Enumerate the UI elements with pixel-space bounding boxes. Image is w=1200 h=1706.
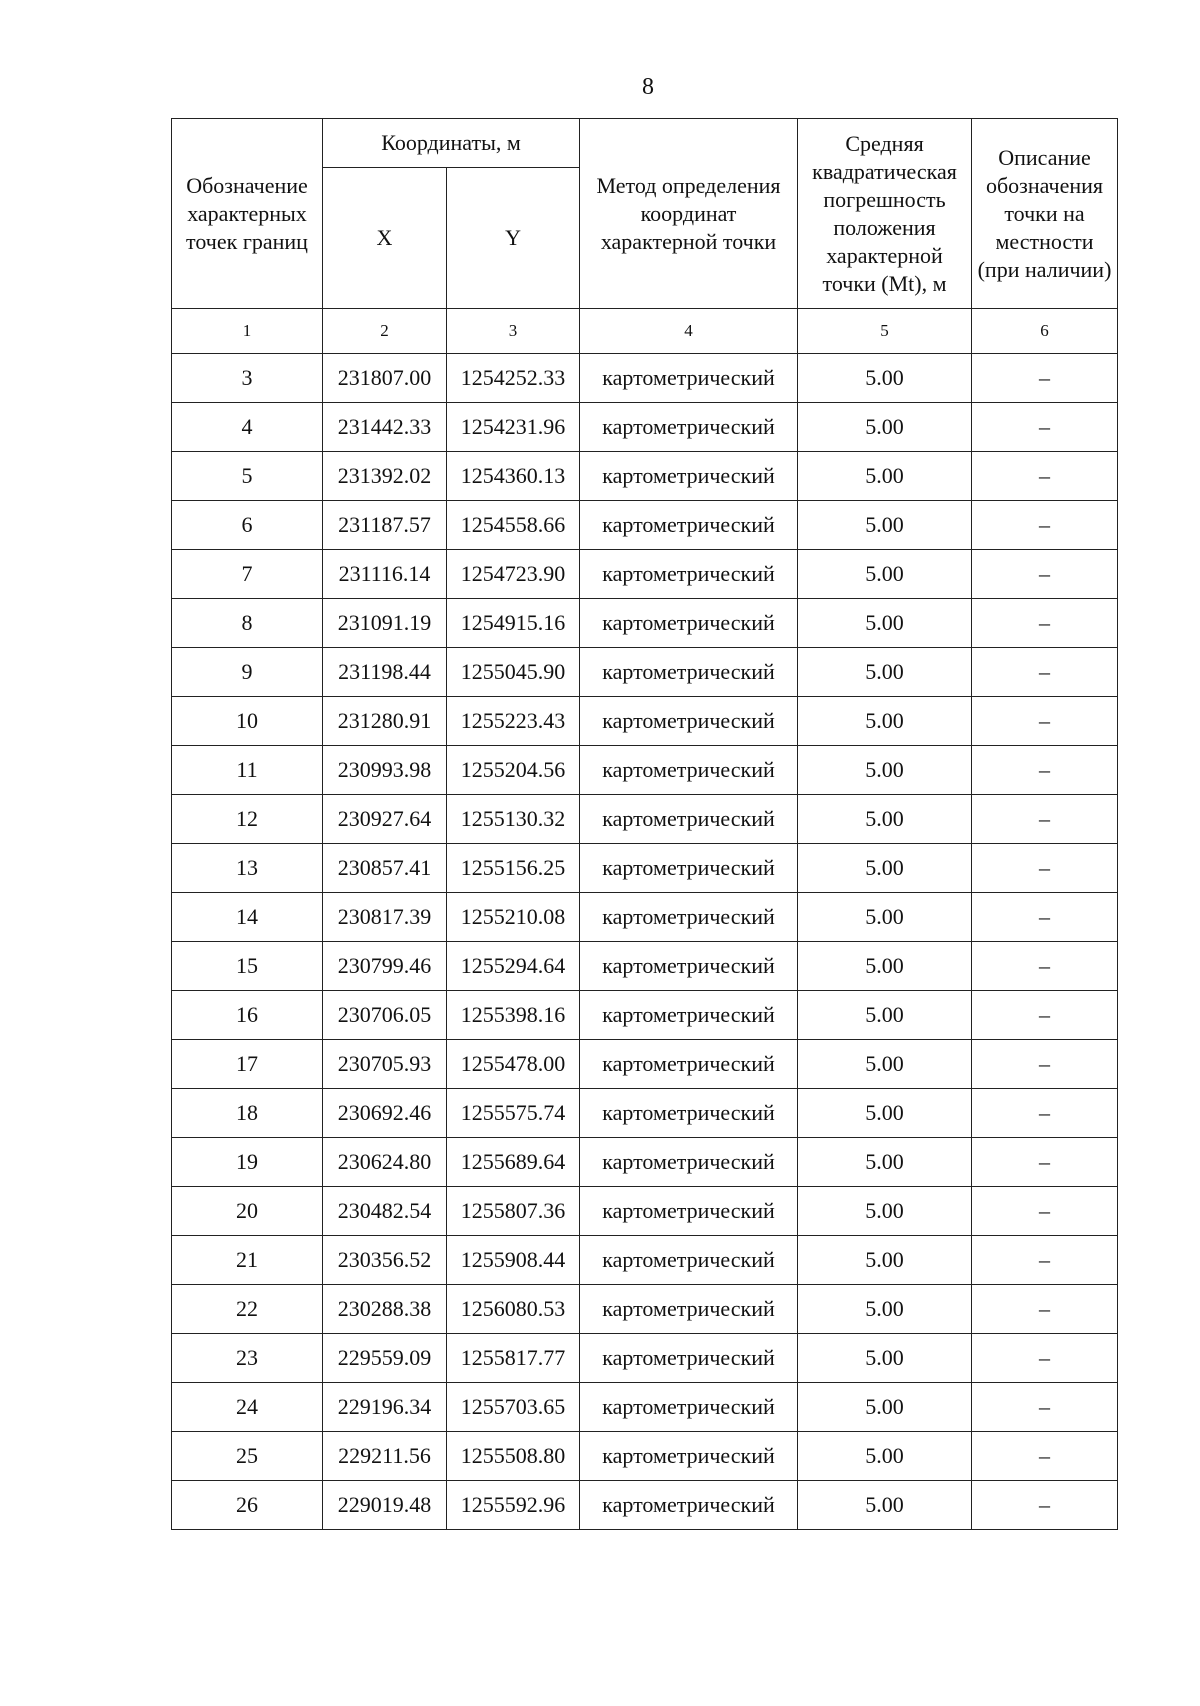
y-coordinate-cell: 1255508.80 <box>447 1432 580 1481</box>
point-number-cell: 3 <box>172 354 323 403</box>
point-number-cell: 25 <box>172 1432 323 1481</box>
description-cell: – <box>972 1481 1118 1530</box>
description-cell: – <box>972 1334 1118 1383</box>
mean-error-cell: 5.00 <box>798 550 972 599</box>
header-y: Y <box>447 168 580 309</box>
point-number-cell: 9 <box>172 648 323 697</box>
method-cell: картометрический <box>580 844 798 893</box>
x-coordinate-cell: 229559.09 <box>323 1334 447 1383</box>
table-row <box>172 1481 1118 1530</box>
point-number-cell: 22 <box>172 1285 323 1334</box>
point-number-cell: 15 <box>172 942 323 991</box>
method-cell: картометрический <box>580 893 798 942</box>
x-coordinate-cell: 230927.64 <box>323 795 447 844</box>
method-cell: картометрический <box>580 1040 798 1089</box>
x-coordinate-cell: 229211.56 <box>323 1432 447 1481</box>
point-number-cell: 8 <box>172 599 323 648</box>
method-cell: картометрический <box>580 1432 798 1481</box>
table-row <box>172 991 1118 1040</box>
x-coordinate-cell: 230356.52 <box>323 1236 447 1285</box>
y-coordinate-cell: 1254558.66 <box>447 501 580 550</box>
mean-error-cell: 5.00 <box>798 452 972 501</box>
y-coordinate-cell: 1255204.56 <box>447 746 580 795</box>
boundary-points-table <box>171 118 1118 1530</box>
x-coordinate-cell: 230817.39 <box>323 893 447 942</box>
mean-error-cell: 5.00 <box>798 795 972 844</box>
method-cell: картометрический <box>580 1089 798 1138</box>
y-coordinate-cell: 1254231.96 <box>447 403 580 452</box>
description-cell: – <box>972 746 1118 795</box>
page-number: 8 <box>642 74 654 100</box>
method-cell: картометрический <box>580 697 798 746</box>
point-number-cell: 4 <box>172 403 323 452</box>
table-row <box>172 1089 1118 1138</box>
method-cell: картометрический <box>580 452 798 501</box>
x-coordinate-cell: 231280.91 <box>323 697 447 746</box>
method-cell: картометрический <box>580 1187 798 1236</box>
column-number-row <box>172 309 1118 354</box>
point-number-cell: 5 <box>172 452 323 501</box>
point-number-cell: 20 <box>172 1187 323 1236</box>
table-row <box>172 648 1118 697</box>
method-cell: картометрический <box>580 354 798 403</box>
method-cell: картометрический <box>580 550 798 599</box>
table-row <box>172 1285 1118 1334</box>
point-number-cell: 14 <box>172 893 323 942</box>
method-cell: картометрический <box>580 599 798 648</box>
description-cell: – <box>972 599 1118 648</box>
point-number-cell: 17 <box>172 1040 323 1089</box>
point-number-cell: 26 <box>172 1481 323 1530</box>
mean-error-cell: 5.00 <box>798 991 972 1040</box>
description-cell: – <box>972 354 1118 403</box>
mean-error-cell: 5.00 <box>798 844 972 893</box>
method-cell: картометрический <box>580 501 798 550</box>
method-cell: картометрический <box>580 746 798 795</box>
y-coordinate-cell: 1254915.16 <box>447 599 580 648</box>
mean-error-cell: 5.00 <box>798 1187 972 1236</box>
x-coordinate-cell: 231198.44 <box>323 648 447 697</box>
table-row <box>172 1334 1118 1383</box>
mean-error-cell: 5.00 <box>798 1040 972 1089</box>
description-cell: – <box>972 1236 1118 1285</box>
y-coordinate-cell: 1255807.36 <box>447 1187 580 1236</box>
column-number: 4 <box>580 309 798 354</box>
description-cell: – <box>972 550 1118 599</box>
y-coordinate-cell: 1255817.77 <box>447 1334 580 1383</box>
y-coordinate-cell: 1255130.32 <box>447 795 580 844</box>
table-row <box>172 550 1118 599</box>
table-row <box>172 1383 1118 1432</box>
mean-error-cell: 5.00 <box>798 697 972 746</box>
point-number-cell: 13 <box>172 844 323 893</box>
method-cell: картометрический <box>580 1138 798 1187</box>
y-coordinate-cell: 1255703.65 <box>447 1383 580 1432</box>
description-cell: – <box>972 1187 1118 1236</box>
y-coordinate-cell: 1255908.44 <box>447 1236 580 1285</box>
table-row <box>172 1138 1118 1187</box>
header-method: Метод определения координат характерной точки <box>580 119 798 309</box>
method-cell: картометрический <box>580 1481 798 1530</box>
description-cell: – <box>972 844 1118 893</box>
x-coordinate-cell: 230857.41 <box>323 844 447 893</box>
method-cell: картометрический <box>580 795 798 844</box>
point-number-cell: 19 <box>172 1138 323 1187</box>
point-number-cell: 16 <box>172 991 323 1040</box>
method-cell: картометрический <box>580 991 798 1040</box>
y-coordinate-cell: 1255478.00 <box>447 1040 580 1089</box>
mean-error-cell: 5.00 <box>798 1432 972 1481</box>
y-coordinate-cell: 1255045.90 <box>447 648 580 697</box>
x-coordinate-cell: 231187.57 <box>323 501 447 550</box>
table-row <box>172 844 1118 893</box>
y-coordinate-cell: 1255294.64 <box>447 942 580 991</box>
x-coordinate-cell: 230799.46 <box>323 942 447 991</box>
mean-error-cell: 5.00 <box>798 1481 972 1530</box>
table-row <box>172 1236 1118 1285</box>
column-number: 2 <box>323 309 447 354</box>
x-coordinate-cell: 230624.80 <box>323 1138 447 1187</box>
table-row <box>172 795 1118 844</box>
x-coordinate-cell: 229019.48 <box>323 1481 447 1530</box>
y-coordinate-cell: 1256080.53 <box>447 1285 580 1334</box>
point-number-cell: 10 <box>172 697 323 746</box>
point-number-cell: 6 <box>172 501 323 550</box>
column-number: 6 <box>972 309 1118 354</box>
table-row <box>172 354 1118 403</box>
x-coordinate-cell: 229196.34 <box>323 1383 447 1432</box>
point-number-cell: 7 <box>172 550 323 599</box>
description-cell: – <box>972 452 1118 501</box>
column-number: 1 <box>172 309 323 354</box>
mean-error-cell: 5.00 <box>798 648 972 697</box>
column-number: 3 <box>447 309 580 354</box>
header-description: Описание обозначения точки на местности (при наличии) <box>972 119 1118 309</box>
method-cell: картометрический <box>580 648 798 697</box>
description-cell: – <box>972 991 1118 1040</box>
method-cell: картометрический <box>580 1285 798 1334</box>
description-cell: – <box>972 942 1118 991</box>
description-cell: – <box>972 403 1118 452</box>
y-coordinate-cell: 1254252.33 <box>447 354 580 403</box>
mean-error-cell: 5.00 <box>798 1383 972 1432</box>
table-row <box>172 746 1118 795</box>
y-coordinate-cell: 1255592.96 <box>447 1481 580 1530</box>
y-coordinate-cell: 1255689.64 <box>447 1138 580 1187</box>
table-body <box>172 354 1118 1530</box>
description-cell: – <box>972 1432 1118 1481</box>
description-cell: – <box>972 893 1118 942</box>
table-row <box>172 501 1118 550</box>
description-cell: – <box>972 1040 1118 1089</box>
x-coordinate-cell: 230706.05 <box>323 991 447 1040</box>
table-row <box>172 1432 1118 1481</box>
x-coordinate-cell: 230288.38 <box>323 1285 447 1334</box>
y-coordinate-cell: 1255398.16 <box>447 991 580 1040</box>
mean-error-cell: 5.00 <box>798 403 972 452</box>
description-cell: – <box>972 697 1118 746</box>
y-coordinate-cell: 1254723.90 <box>447 550 580 599</box>
description-cell: – <box>972 1089 1118 1138</box>
y-coordinate-cell: 1255575.74 <box>447 1089 580 1138</box>
description-cell: – <box>972 501 1118 550</box>
header-point-designation: Обозначение характерных точек границ <box>172 119 323 309</box>
y-coordinate-cell: 1255156.25 <box>447 844 580 893</box>
mean-error-cell: 5.00 <box>798 1285 972 1334</box>
description-cell: – <box>972 1383 1118 1432</box>
description-cell: – <box>972 1285 1118 1334</box>
description-cell: – <box>972 1138 1118 1187</box>
mean-error-cell: 5.00 <box>798 354 972 403</box>
x-coordinate-cell: 230993.98 <box>323 746 447 795</box>
point-number-cell: 18 <box>172 1089 323 1138</box>
table-row <box>172 403 1118 452</box>
x-coordinate-cell: 231392.02 <box>323 452 447 501</box>
x-coordinate-cell: 231091.19 <box>323 599 447 648</box>
point-number-cell: 23 <box>172 1334 323 1383</box>
mean-error-cell: 5.00 <box>798 501 972 550</box>
mean-error-cell: 5.00 <box>798 599 972 648</box>
mean-error-cell: 5.00 <box>798 1334 972 1383</box>
table-row <box>172 599 1118 648</box>
header-mean-error: Средняя квадратическая погрешность положения характерной точки (Mt), м <box>798 119 972 309</box>
table-row <box>172 452 1118 501</box>
point-number-cell: 21 <box>172 1236 323 1285</box>
x-coordinate-cell: 231807.00 <box>323 354 447 403</box>
column-number: 5 <box>798 309 972 354</box>
mean-error-cell: 5.00 <box>798 1236 972 1285</box>
mean-error-cell: 5.00 <box>798 746 972 795</box>
x-coordinate-cell: 230692.46 <box>323 1089 447 1138</box>
header-coordinates: Координаты, м <box>323 119 580 168</box>
x-coordinate-cell: 231442.33 <box>323 403 447 452</box>
x-coordinate-cell: 231116.14 <box>323 550 447 599</box>
table-header-row <box>172 119 1118 168</box>
description-cell: – <box>972 648 1118 697</box>
table-row <box>172 942 1118 991</box>
point-number-cell: 11 <box>172 746 323 795</box>
table-row <box>172 1040 1118 1089</box>
x-coordinate-cell: 230705.93 <box>323 1040 447 1089</box>
method-cell: картометрический <box>580 1383 798 1432</box>
mean-error-cell: 5.00 <box>798 1138 972 1187</box>
table-row <box>172 893 1118 942</box>
x-coordinate-cell: 230482.54 <box>323 1187 447 1236</box>
y-coordinate-cell: 1254360.13 <box>447 452 580 501</box>
table-row <box>172 697 1118 746</box>
y-coordinate-cell: 1255223.43 <box>447 697 580 746</box>
point-number-cell: 24 <box>172 1383 323 1432</box>
method-cell: картометрический <box>580 942 798 991</box>
description-cell: – <box>972 795 1118 844</box>
method-cell: картометрический <box>580 403 798 452</box>
header-x: X <box>323 168 447 309</box>
method-cell: картометрический <box>580 1236 798 1285</box>
method-cell: картометрический <box>580 1334 798 1383</box>
point-number-cell: 12 <box>172 795 323 844</box>
y-coordinate-cell: 1255210.08 <box>447 893 580 942</box>
mean-error-cell: 5.00 <box>798 1089 972 1138</box>
table-row <box>172 1187 1118 1236</box>
mean-error-cell: 5.00 <box>798 942 972 991</box>
mean-error-cell: 5.00 <box>798 893 972 942</box>
